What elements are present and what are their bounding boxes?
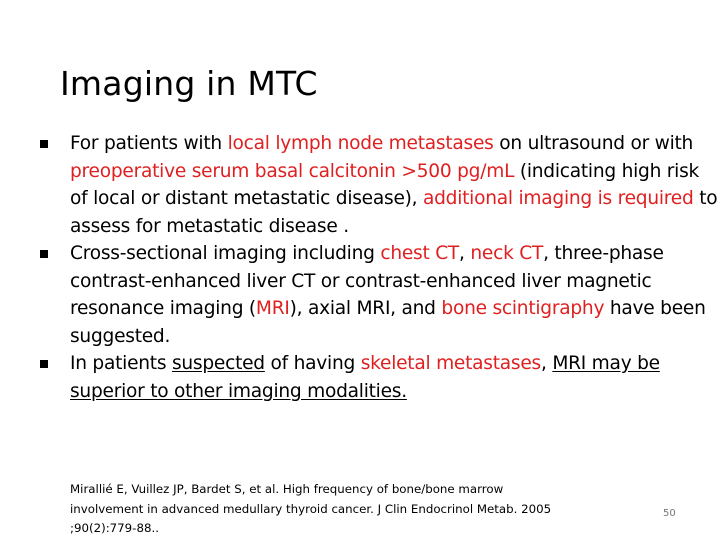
text-segment: For patients with [70, 133, 228, 154]
underlined-text: suspected [171, 353, 265, 374]
square-bullet-icon [40, 360, 48, 368]
highlighted-text: additional imaging is required [422, 188, 694, 209]
text-segment: In patients [70, 353, 172, 374]
highlighted-text: bone scintigraphy [441, 298, 605, 319]
highlighted-text: chest CT [380, 243, 460, 264]
reference-citation: Mirallié E, Vuillez JP, Bardet S, et al. High frequency of bone/bone marrow involvement in advanced medullary thyroid cancer. J Clin Endocrinol Metab. 2005 ;90(2):779-88.. [70, 482, 552, 535]
square-bullet-icon [40, 250, 48, 258]
bullet-text [70, 353, 660, 402]
slide-title: Imaging in MTC [60, 64, 318, 103]
text-segment: of having [264, 353, 361, 374]
text-segment: have been suggested. [70, 298, 706, 347]
bullet-list [40, 130, 720, 405]
bullet-item [40, 350, 720, 405]
highlighted-text: MRI [255, 298, 290, 319]
highlighted-text: neck CT [470, 243, 544, 264]
highlighted-text: preoperative serum basal calcitonin >500 pg/mL [70, 160, 515, 182]
bullet-text [70, 243, 706, 347]
page-number: 50 [663, 508, 676, 519]
text-segment: Cross-sectional imaging including [70, 243, 381, 264]
text-segment: to assess for metastatic disease . [70, 188, 718, 237]
text-segment: (indicating high risk of local or distant metastatic disease), [70, 160, 700, 209]
bullet-item [40, 240, 720, 350]
underlined-text: MRI may be superior to other imaging modalities. [70, 353, 660, 402]
text-segment: , [541, 353, 553, 374]
square-bullet-icon [40, 140, 48, 148]
highlighted-text: local lymph node metastases [227, 133, 494, 154]
text-segment: , [459, 243, 471, 264]
text-segment: on ultrasound or with [493, 133, 694, 154]
text-segment: ), axial MRI, and [289, 298, 442, 319]
bullet-text [70, 133, 717, 237]
bullet-item [40, 130, 720, 240]
highlighted-text: skeletal metastases [360, 353, 541, 374]
text-segment: , three-phase contrast-enhanced liver CT or contrast-enhanced liver magnetic resonance imaging ( [70, 243, 664, 319]
